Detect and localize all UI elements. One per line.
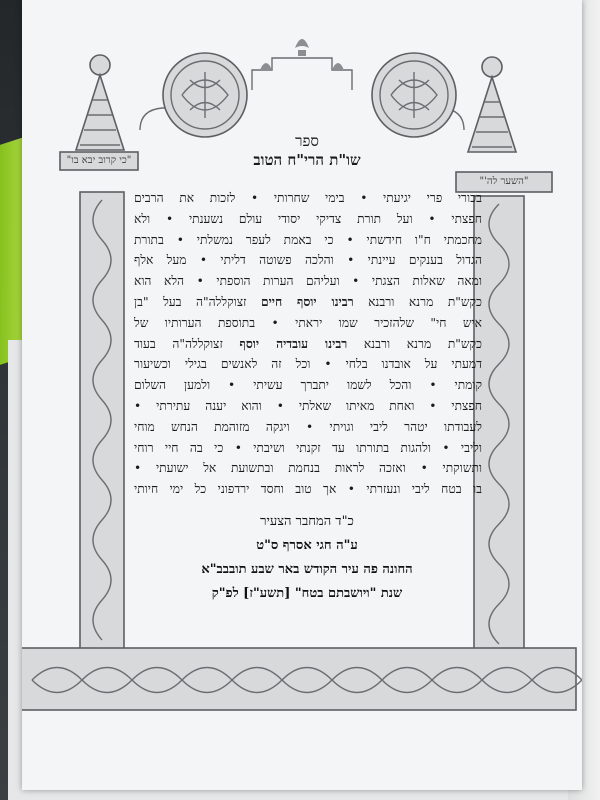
right-banner-text: "השער לה'" [479,176,529,187]
text-line: כקש"ת מרנא ורבנא רבינו יוסף חיים זצוקללה"ה בעל "בן [134,294,482,309]
text-line: מחכמתי ח"ו חידשתי • כי באמת לעפר נמשלתי • בתורת [134,232,482,247]
signature-line-1: כ"ד המחבר הצעיר [260,514,354,529]
left-medallion-ornament [163,53,247,137]
signature-line-4: שנת "ויושבתם בטח" [תשע"ז] לפ"ק [211,586,403,601]
text-line: איש חי" שלהזכיר שמו יראתי • בתוספת הערותיו של [134,315,482,330]
text-line: וליבי • ולהגות בתורתו עד זקנתי ושיבתי • כי בה חיי רוחי [134,440,482,455]
text-line: ומאה שאלות הצגתי • ועליהם הערות הוספתי • הלא הוא [134,274,482,289]
text-line: חפצתי • ואחת מאיתו שאלתי • והוא יענה עתירתי • [134,398,482,413]
fleur-ornament [295,39,309,56]
text-line: הגדול בענקים עיינתי • והלכה פשוטה דליתי • מעל אלף [134,253,482,268]
right-medallion-ornament [372,53,456,137]
text-line: קומתי • והכל לשמו יתברך עשיתי • ולמען השלום [134,378,482,393]
signature-line-2: ע"ה חגי אסרף ס"ט [256,538,358,553]
left-tower [60,55,138,662]
text-line: לעבודתו יטהר ליבי וגויתי • ויגקה מזוהמת הנחש מוחי [134,419,482,434]
dedication-text [134,188,482,500]
text-line: ותשוקתי • ואזכה לראות בנחמת ובתשועת אל ישועתי • [134,461,482,476]
book-title: שו"ת הרי"ח הטוב [253,151,361,169]
text-line: בכורי פרי יגיעתי • בימי שחרותי • לזכות את הרבים [134,191,482,205]
text-line: כקש"ת מרנא ורבנא רבינו עובדיה יוסף זצוקללה"ה בעוד [134,336,483,351]
bottom-ornamental-border [22,648,582,710]
title-page [22,0,582,790]
text-line: חפצתי • ועל תורת צדיקי יסודי עולם נשענתי • ולא [134,211,482,226]
signature-line-3: החונה פה עיר הקודש באר שבע תובבב"א [201,562,413,577]
book-label: ספר [295,132,319,150]
left-banner-text: "כי קרוב יבא בו" [66,155,132,166]
text-line: דמעתי על אובדנו בלחי • וכל זה לאנשים בגילי וכשיעור [134,357,482,372]
text-line: בו בטח ליבי ונעזרתי • אך טוב וחסד ירדפוני כל ימי חיותי [134,482,482,497]
